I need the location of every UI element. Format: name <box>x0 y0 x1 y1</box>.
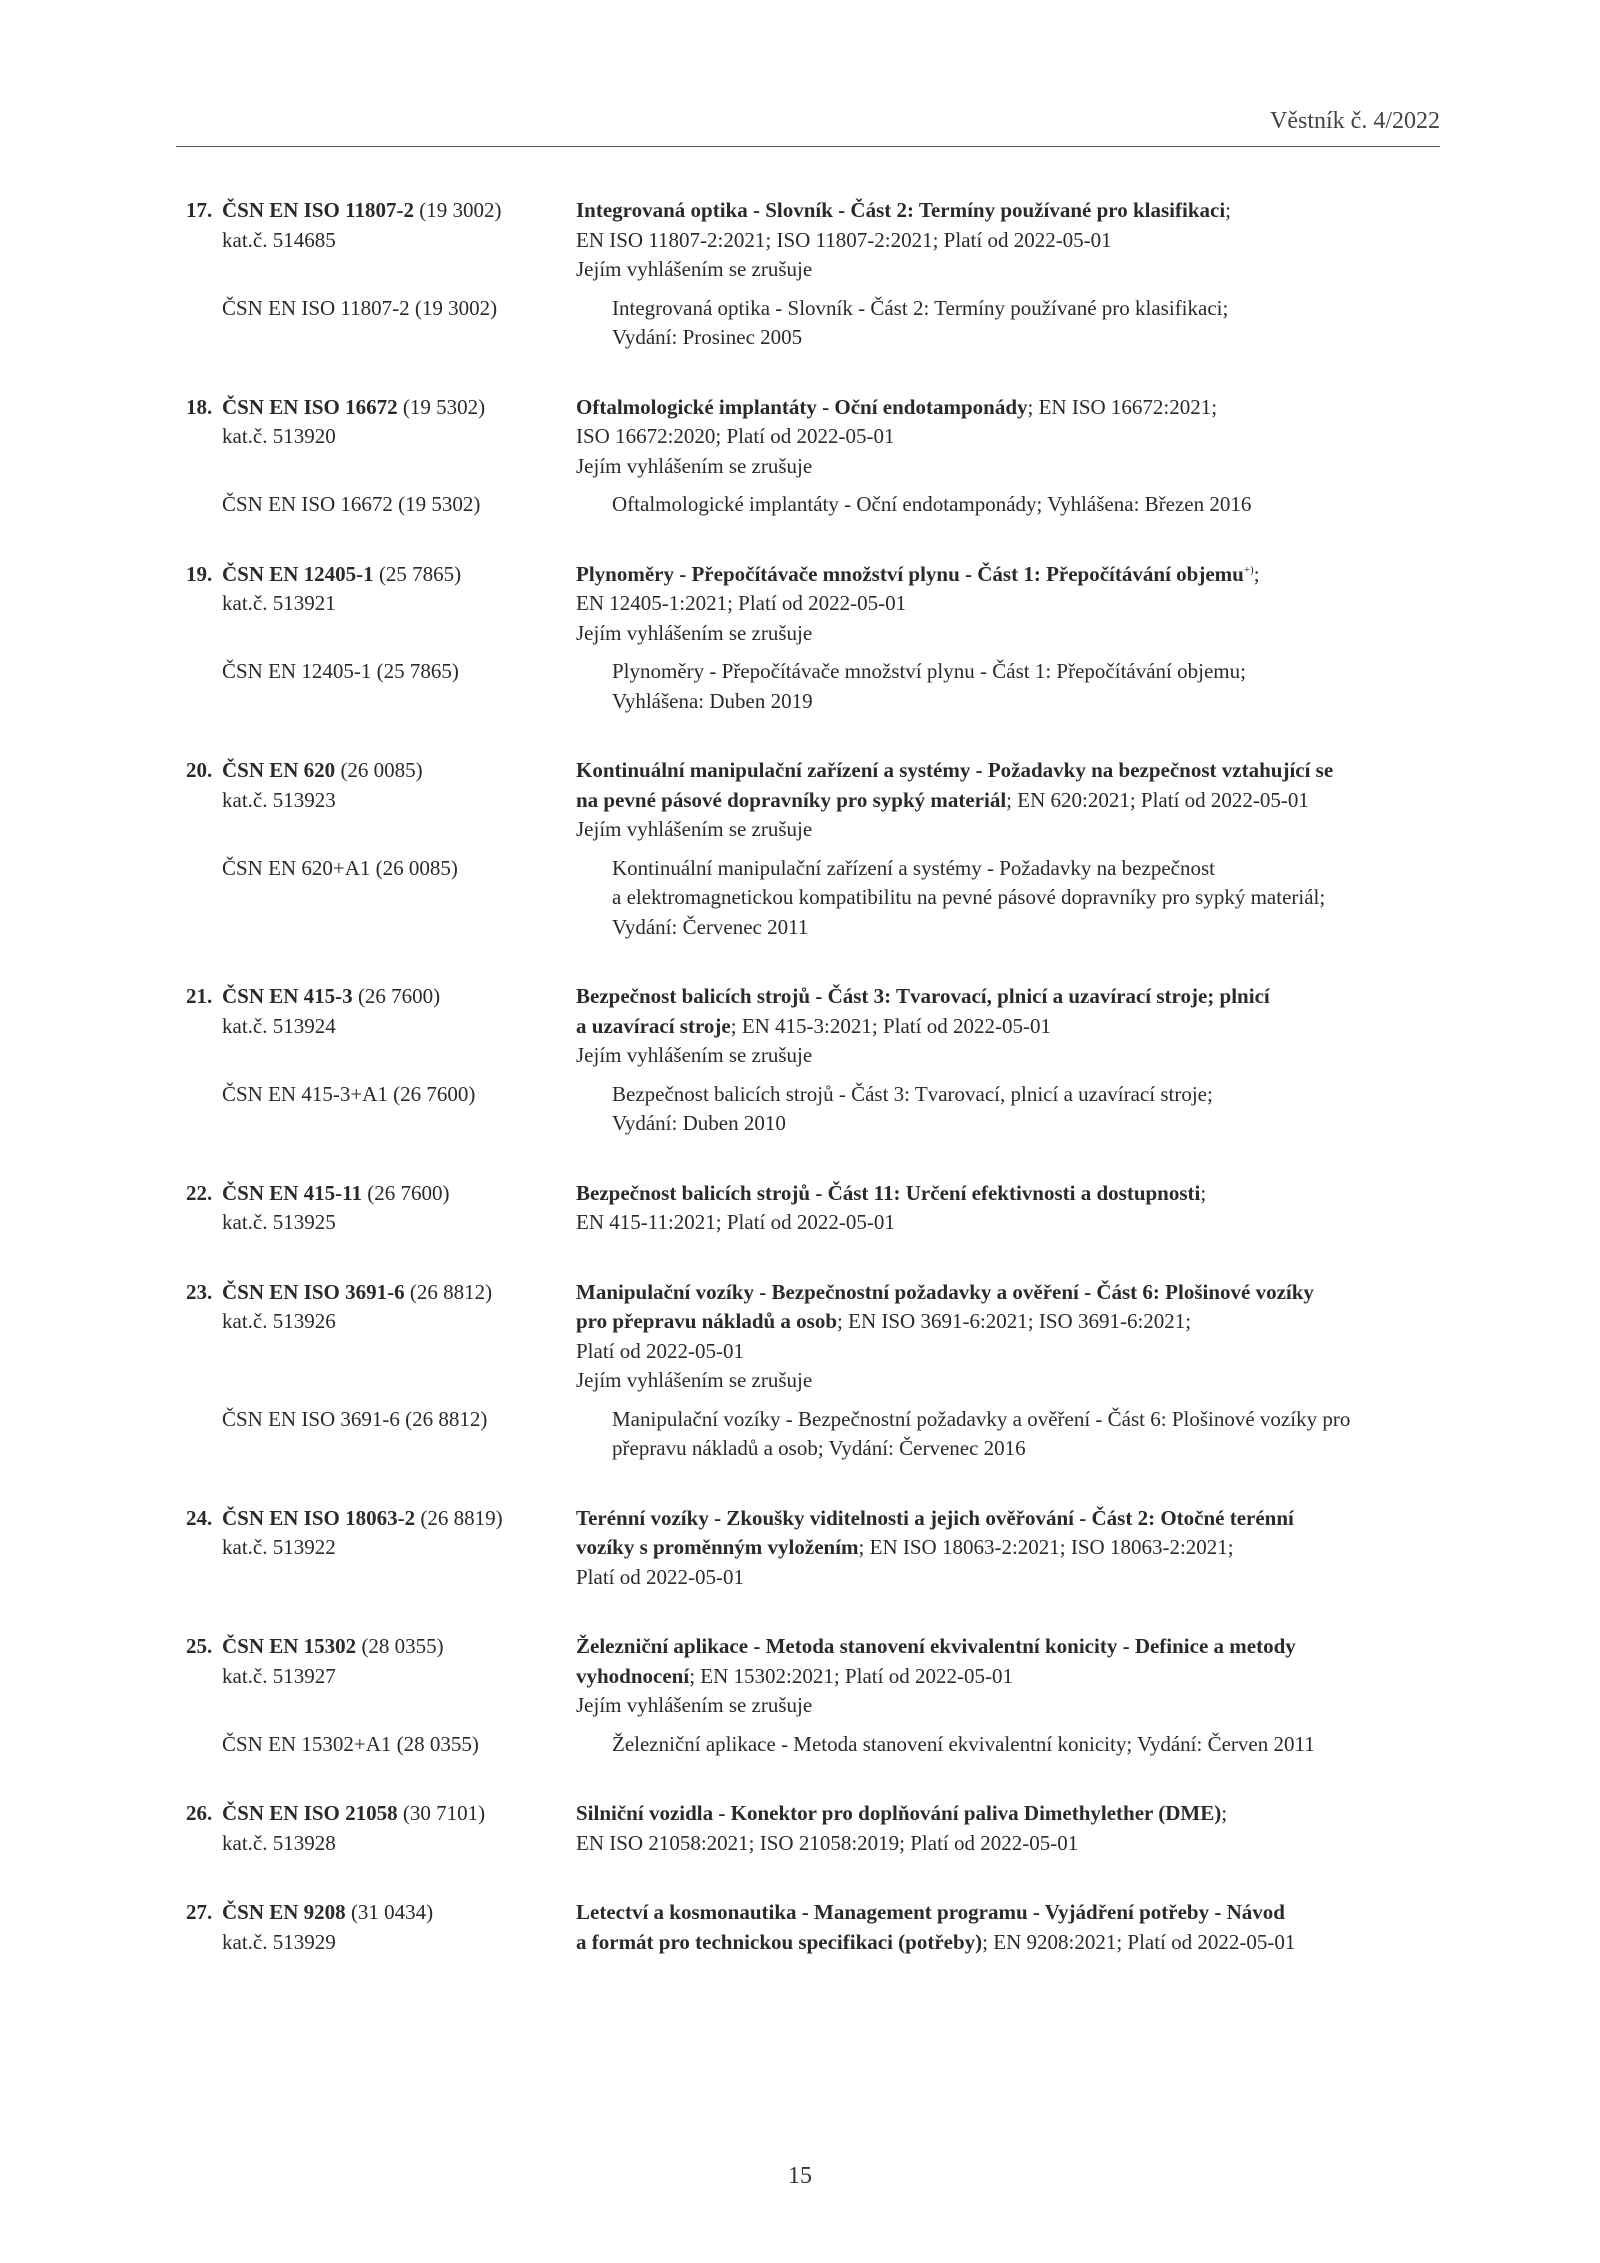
standard-title: vozíky s proměnným vyložením <box>576 1535 859 1559</box>
superseded-standard-row <box>186 490 1446 520</box>
catalog-number: kat.č. 513922 <box>222 1535 336 1559</box>
class-number: (19 5302) <box>402 394 486 419</box>
title-line <box>576 1278 1446 1308</box>
class-number: (30 7101) <box>402 1801 486 1825</box>
reference-details: ; EN 15302:2021; Platí od 2022-05-01 <box>689 1663 1013 1688</box>
standard-description <box>576 560 1446 649</box>
standard-entry <box>186 1179 1446 1238</box>
reference-details: ; EN ISO 3691-6:2021; ISO 3691-6:2021; <box>837 1309 1192 1333</box>
superseded-standard-row <box>186 1080 1446 1139</box>
standard-code: ČSN EN ISO 11807-2 <box>222 198 414 222</box>
class-number: (25 7865) <box>378 561 462 586</box>
entry-number: 25. <box>186 1634 213 1658</box>
superseded-code: ČSN EN ISO 16672 (19 5302) <box>222 492 481 516</box>
standard-code-line <box>186 1504 576 1534</box>
superseded-line: přepravu nákladů a osob; Vydání: Červenec 2016 <box>612 1436 1026 1460</box>
standard-description <box>576 196 1446 285</box>
supersedes-note: Jejím vyhlášením se zrušuje <box>576 1043 813 1067</box>
superseded-line: Vydání: Červenec 2011 <box>612 914 809 939</box>
catalog-number: kat.č. 513921 <box>222 591 336 615</box>
superseded-line: Manipulační vozíky - Bezpečnostní požadavky a ověření - Část 6: Plošinové vozíky pro <box>612 1406 1351 1431</box>
title-line <box>576 1928 1446 1958</box>
title-line <box>576 1898 1446 1928</box>
title-line <box>576 196 1446 226</box>
separator: ; <box>1221 1801 1228 1825</box>
standard-title: Terénní vozíky - Zkoušky viditelnosti a jejich ověřování - Část 2: Otočné terénní <box>576 1505 1294 1530</box>
entry-number: 19. <box>186 561 213 586</box>
superseded-line: a elektromagnetickou kompatibilitu na pevné pásové dopravníky pro sypký materiál; <box>612 885 1326 909</box>
standard-description <box>576 1632 1446 1721</box>
standard-description <box>576 1179 1446 1238</box>
new-standard-row <box>186 1898 1446 1957</box>
standard-code-line <box>186 982 576 1012</box>
standard-code: ČSN EN ISO 3691-6 <box>222 1279 405 1304</box>
standard-title: a uzavírací stroje <box>576 1013 731 1038</box>
catalog-number: kat.č. 513929 <box>222 1929 336 1954</box>
standard-identifier <box>186 1632 576 1721</box>
standard-identifier <box>186 756 576 845</box>
standard-code-line <box>186 393 576 423</box>
standard-entry <box>186 756 1446 942</box>
separator: ; <box>1200 1180 1207 1205</box>
title-line <box>576 1533 1446 1563</box>
standard-title: Letectví a kosmonautika - Management programu - Vyjádření potřeby - Návod <box>576 1900 1285 1924</box>
superseded-line: Vydání: Duben 2010 <box>612 1111 786 1135</box>
standard-entry <box>186 1898 1446 1957</box>
catalog-number: kat.č. 513927 <box>222 1663 336 1688</box>
superseded-standard-row <box>186 1405 1446 1464</box>
superseded-code: ČSN EN 415-3+A1 (26 7600) <box>222 1081 476 1106</box>
superseded-line: Železniční aplikace - Metoda stanovení ekvivalentní konicity; Vydání: Červen 2011 <box>612 1731 1315 1756</box>
standard-identifier <box>186 196 576 285</box>
standard-code-line <box>186 560 576 590</box>
entry-number: 22. <box>186 1180 213 1205</box>
reference-details: ; EN 9208:2021; Platí od 2022-05-01 <box>982 1929 1296 1954</box>
reference-details: ; EN 415-3:2021; Platí od 2022-05-01 <box>730 1013 1051 1038</box>
catalog-number: kat.č. 513923 <box>222 787 336 812</box>
standard-code-line <box>186 1278 576 1308</box>
standard-identifier <box>186 1504 576 1593</box>
superseded-description <box>612 1730 1446 1760</box>
reference-details: EN 12405-1:2021; Platí od 2022-05-01 <box>576 591 907 615</box>
new-standard-row <box>186 1504 1446 1593</box>
title-line <box>576 1799 1446 1829</box>
standard-title: Kontinuální manipulační zařízení a systémy - Požadavky na bezpečnost vztahující se <box>576 758 1334 782</box>
superseded-line: Oftalmologické implantáty - Oční endotamponády; Vyhlášena: Březen 2016 <box>612 492 1252 516</box>
superseded-description <box>612 490 1446 520</box>
supersedes-note: Jejím vyhlášením se zrušuje <box>576 817 813 841</box>
standard-code: ČSN EN 9208 <box>222 1900 346 1924</box>
superseded-standard-row <box>186 657 1446 716</box>
catalog-number: kat.č. 513928 <box>222 1830 336 1855</box>
title-line <box>576 786 1446 816</box>
title-line <box>576 756 1446 786</box>
title-line <box>576 1662 1446 1692</box>
superseded-description <box>612 294 1446 353</box>
reference-details: EN ISO 11807-2:2021; ISO 11807-2:2021; Platí od 2022-05-01 <box>576 227 1112 252</box>
standard-code-line <box>186 1632 576 1662</box>
catalog-number: kat.č. 513924 <box>222 1013 336 1038</box>
standard-code: ČSN EN 620 <box>222 758 336 782</box>
new-standard-row <box>186 1632 1446 1721</box>
standard-code: ČSN EN 415-3 <box>222 984 353 1008</box>
superseded-standard-row <box>186 854 1446 943</box>
new-standard-row <box>186 560 1446 649</box>
standard-identifier <box>186 393 576 482</box>
entry-number: 21. <box>186 984 213 1008</box>
standard-title: Manipulační vozíky - Bezpečnostní požadavky a ověření - Část 6: Plošinové vozíky <box>576 1279 1314 1304</box>
title-line <box>576 560 1446 590</box>
superseded-line: Vydání: Prosinec 2005 <box>612 325 803 349</box>
superseded-standard-row <box>186 294 1446 353</box>
supersedes-note: Jejím vyhlášením se zrušuje <box>576 1368 813 1392</box>
separator: ; <box>1253 561 1260 586</box>
standard-title: Plynoměry - Přepočítávače množství plynu - Část 1: Přepočítávání objemu <box>576 561 1244 586</box>
entry-number: 18. <box>186 394 213 419</box>
standard-entry <box>186 393 1446 520</box>
superseded-code: ČSN EN ISO 3691-6 (26 8812) <box>222 1406 488 1431</box>
standard-code-line <box>186 196 576 226</box>
entry-number: 24. <box>186 1505 213 1530</box>
new-standard-row <box>186 982 1446 1071</box>
class-number: (26 7600) <box>367 1180 450 1205</box>
standard-title: vyhodnocení <box>576 1663 690 1688</box>
superseded-description <box>612 1405 1446 1464</box>
new-standard-row <box>186 756 1446 845</box>
standard-title: Bezpečnost balicích strojů - Část 3: Tvarovací, plnicí a uzavírací stroje; plnicí <box>576 984 1270 1008</box>
standard-entry <box>186 1632 1446 1759</box>
reference-details: EN 415-11:2021; Platí od 2022-05-01 <box>576 1210 895 1234</box>
reference-details: Platí od 2022-05-01 <box>576 1338 744 1363</box>
entry-number: 20. <box>186 758 213 782</box>
title-line <box>576 1307 1446 1337</box>
superseded-line: Plynoměry - Přepočítávače množství plynu - Část 1: Přepočítávání objemu; <box>612 659 1246 683</box>
separator: ; EN ISO 16672:2021; <box>1027 394 1218 419</box>
standard-code: ČSN EN ISO 21058 <box>222 1801 398 1825</box>
title-line <box>576 1012 1446 1042</box>
entry-number: 26. <box>186 1801 213 1825</box>
class-number: (26 8812) <box>409 1279 493 1304</box>
standard-title: Oftalmologické implantáty - Oční endotamponády <box>576 394 1028 419</box>
standard-entry <box>186 982 1446 1139</box>
class-number: (31 0434) <box>350 1900 434 1924</box>
standard-description <box>576 756 1446 845</box>
separator: ; <box>1225 198 1231 222</box>
new-standard-row <box>186 1179 1446 1238</box>
superseded-description <box>612 657 1446 716</box>
new-standard-row <box>186 1278 1446 1396</box>
title-line <box>576 393 1446 423</box>
entry-number: 27. <box>186 1900 213 1924</box>
class-number: (19 3002) <box>419 198 502 222</box>
standard-entry <box>186 196 1446 353</box>
supersedes-note: Jejím vyhlášením se zrušuje <box>576 453 813 478</box>
standard-code: ČSN EN ISO 18063-2 <box>222 1505 416 1530</box>
footnote-marker: +) <box>1243 563 1254 576</box>
superseded-description <box>612 854 1446 943</box>
standard-identifier <box>186 1799 576 1858</box>
entry-number: 17. <box>186 198 213 222</box>
superseded-description <box>612 1080 1446 1139</box>
class-number: (26 7600) <box>357 984 441 1008</box>
page-number: 15 <box>788 2163 812 2189</box>
standard-code: ČSN EN ISO 16672 <box>222 394 398 419</box>
standard-identifier <box>186 1179 576 1238</box>
standard-identifier <box>186 560 576 649</box>
title-line <box>576 1504 1446 1534</box>
standard-code: ČSN EN 15302 <box>222 1634 357 1658</box>
standard-description <box>576 1278 1446 1396</box>
superseded-standard-row <box>186 1730 1446 1760</box>
superseded-code: ČSN EN 15302+A1 (28 0355) <box>222 1731 479 1756</box>
standard-description <box>576 1898 1446 1957</box>
standard-title: Silniční vozidla - Konektor pro doplňování paliva Dimethylether (DME) <box>576 1801 1222 1825</box>
standard-title: Bezpečnost balicích strojů - Část 11: Určení efektivnosti a dostupnosti <box>576 1180 1201 1205</box>
reference-details: ; EN 620:2021; Platí od 2022-05-01 <box>1006 787 1309 812</box>
new-standard-row <box>186 1799 1446 1858</box>
reference-details: Platí od 2022-05-01 <box>576 1564 744 1589</box>
class-number: (26 8819) <box>420 1505 503 1530</box>
bulletin-title: Věstník č. 4/2022 <box>1270 108 1440 134</box>
reference-details: ; EN ISO 18063-2:2021; ISO 18063-2:2021; <box>858 1535 1234 1559</box>
superseded-code: ČSN EN 12405-1 (25 7865) <box>222 659 459 683</box>
new-standard-row <box>186 196 1446 285</box>
standards-list <box>186 196 1446 1997</box>
standard-title: pro přepravu nákladů a osob <box>576 1309 838 1333</box>
standard-title: a formát pro technickou specifikaci (potřeby) <box>576 1929 983 1954</box>
standard-code-line <box>186 1799 576 1829</box>
standard-description <box>576 1799 1446 1858</box>
page-header <box>176 108 1440 147</box>
superseded-code: ČSN EN 620+A1 (26 0085) <box>222 855 458 880</box>
standard-title: na pevné pásové dopravníky pro sypký materiál <box>576 787 1007 812</box>
standard-entry <box>186 1799 1446 1858</box>
superseded-line: Kontinuální manipulační zařízení a systémy - Požadavky na bezpečnost <box>612 855 1215 880</box>
standard-description <box>576 982 1446 1071</box>
catalog-number: kat.č. 513925 <box>222 1210 336 1234</box>
standard-code-line <box>186 756 576 786</box>
supersedes-note: Jejím vyhlášením se zrušuje <box>576 1693 813 1717</box>
standard-code-line <box>186 1898 576 1928</box>
superseded-code: ČSN EN ISO 11807-2 (19 3002) <box>222 295 498 320</box>
standard-identifier <box>186 1278 576 1396</box>
standard-description <box>576 1504 1446 1593</box>
reference-details: ISO 16672:2020; Platí od 2022-05-01 <box>576 424 895 448</box>
supersedes-note: Jejím vyhlášením se zrušuje <box>576 620 813 645</box>
supersedes-note: Jejím vyhlášením se zrušuje <box>576 257 813 281</box>
entry-number: 23. <box>186 1279 213 1304</box>
standard-code: ČSN EN 12405-1 <box>222 561 374 586</box>
standard-code: ČSN EN 415-11 <box>222 1180 363 1205</box>
standard-description <box>576 393 1446 482</box>
standard-identifier <box>186 982 576 1071</box>
standard-code-line <box>186 1179 576 1209</box>
superseded-line: Bezpečnost balicích strojů - Část 3: Tvarovací, plnicí a uzavírací stroje; <box>612 1081 1213 1106</box>
reference-details: EN ISO 21058:2021; ISO 21058:2019; Platí od 2022-05-01 <box>576 1830 1079 1855</box>
title-line <box>576 1179 1446 1209</box>
standard-entry <box>186 560 1446 717</box>
standard-identifier <box>186 1898 576 1957</box>
class-number: (26 0085) <box>340 758 423 782</box>
title-line <box>576 1632 1446 1662</box>
catalog-number: kat.č. 514685 <box>222 227 336 252</box>
standard-entry <box>186 1278 1446 1464</box>
title-line <box>576 982 1446 1012</box>
superseded-line: Integrovaná optika - Slovník - Část 2: Termíny používané pro klasifikaci; <box>612 295 1229 320</box>
standard-entry <box>186 1504 1446 1593</box>
new-standard-row <box>186 393 1446 482</box>
standard-title: Železniční aplikace - Metoda stanovení ekvivalentní konicity - Definice a metody <box>576 1634 1296 1658</box>
catalog-number: kat.č. 513920 <box>222 424 336 448</box>
catalog-number: kat.č. 513926 <box>222 1309 336 1333</box>
superseded-line: Vyhlášena: Duben 2019 <box>612 688 813 713</box>
class-number: (28 0355) <box>361 1634 444 1658</box>
standard-title: Integrovaná optika - Slovník - Část 2: Termíny používané pro klasifikaci <box>576 198 1226 222</box>
